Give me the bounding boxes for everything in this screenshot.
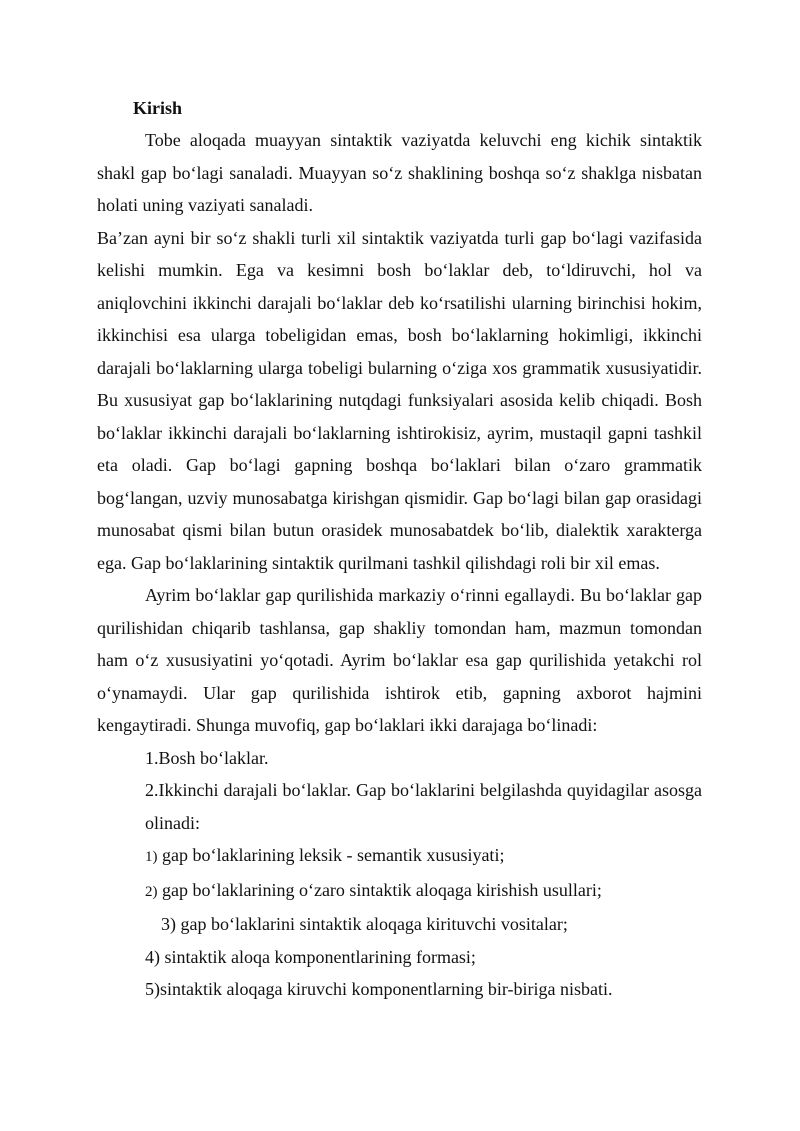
paragraph-3: Ayrim bo‘laklar gap qurilishida markaziy o‘rinni egallaydi. Bu bo‘laklar gap qurilishidan chiqarib tashlansa, gap shakliy tomondan ham, mazmun tomondan ham o‘z xususiyatini yo‘qotadi. Ayrim bo‘laklar esa gap qurilishida yetakchi rol o‘ynamaydi. Ular gap qurilishida ishtirok etib, gapning axborot hajmini kengaytiradi. Shunga muvofiq, gap bo‘laklari ikki darajaga bo‘linadi:	[97, 585, 702, 735]
list-item-4-number: 2)	[145, 883, 158, 900]
list-item-3-number: 1)	[145, 849, 158, 865]
list-item-7: 5)sintaktik aloqaga kiruvchi komponentlarning bir-biriga nisbati.	[145, 979, 613, 999]
section-heading: Kirish	[133, 98, 183, 118]
list-item-3-text: gap bo‘laklarining leksik - semantik xususiyati;	[157, 845, 505, 865]
list-item-6: 4) sintaktik aloqa komponentlarining formasi;	[145, 946, 476, 967]
list-item-4-text: gap bo‘laklarining o‘zaro sintaktik aloqaga kirishish usullari;	[157, 879, 602, 900]
list-item-1: 1.Bosh bo‘laklar.	[145, 747, 269, 768]
list-item-3	[145, 839, 702, 874]
paragraph-2: Ba’zan ayni bir so‘z shakli turli xil sintaktik vaziyatda turli gap bo‘lagi vazifasida kelishi mumkin. Ega va kesimni bosh bo‘laklar deb, to‘ldiruvchi, hol va aniqlovchini ikkinchi darajali bo‘laklar deb ko‘rsatilishi ularning birinchisi hokim, ikkinchisi esa ularga tobeligidan emas, bosh bo‘laklarning hokimligi, ikkinchi darajali bo‘laklarning ularga tobeligi bularning o‘ziga xos grammatik xususiyatidir. Bu xususiyat gap bo‘laklarining nutqdagi funksiyalari asosida kelib chiqadi. Bosh bo‘laklar ikkinchi darajali bo‘laklarning ishtirokisiz, ayrim, mustaqil gapni tashkil eta oladi. Gap bo‘lagi gapning boshqa bo‘laklari bilan o‘zaro grammatik bog‘langan, uzviy munosabatga kirishgan qismidir. Gap bo‘lagi bilan gap orasidagi munosabat qismi bilan butun orasidek munosabatdek bo‘lib, dialektik xarakterga ega. Gap bo‘laklarining sintaktik qurilmani tashkil qilishdagi roli bir xil emas.	[97, 227, 702, 573]
list-item-5: 3) gap bo‘laklarini sintaktik aloqaga kirituvchi vositalar;	[161, 914, 568, 934]
list	[97, 742, 702, 1006]
list-item-2: 2.Ikkinchi darajali bo‘laklar. Gap bo‘laklarini belgilashda quyidagilar asosga olinadi:	[145, 780, 702, 833]
list-item-4	[145, 874, 702, 909]
paragraph-1: Tobe aloqada muayyan sintaktik vaziyatda keluvchi eng kichik sintaktik shakl gap bo‘lagi sanaladi. Muayyan so‘z shaklining boshqa so‘z shaklga nisbatan holati uning vaziyati sanaladi.	[97, 130, 702, 215]
